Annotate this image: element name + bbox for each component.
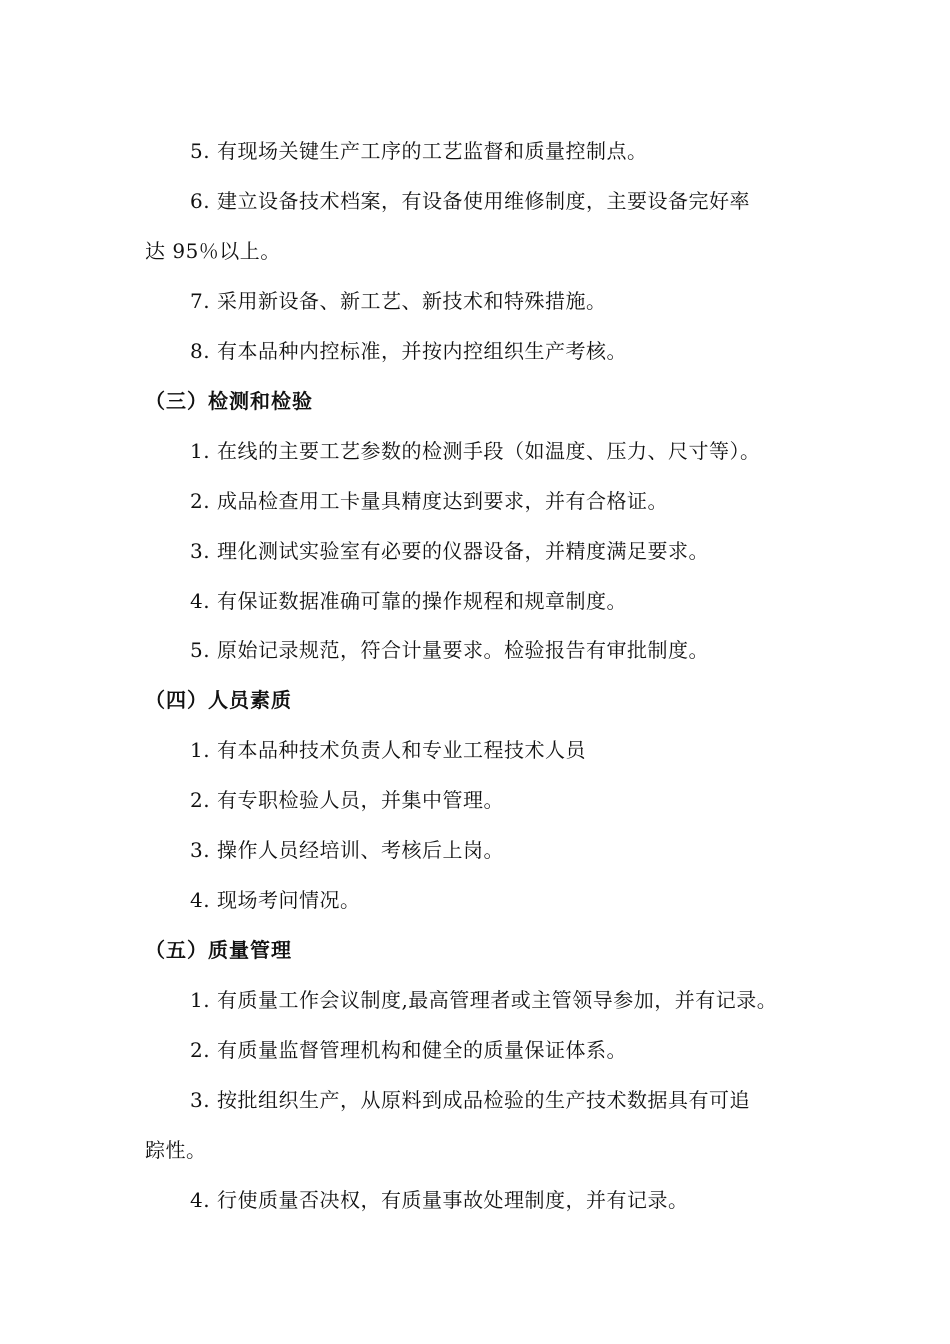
list-item: 8. 有本品种内控标准，并按内控组织生产考核。 — [190, 339, 627, 363]
list-item-continuation: 踪性。 — [145, 1138, 207, 1162]
list-item: 7. 采用新设备、新工艺、新技术和特殊措施。 — [190, 289, 607, 313]
list-item: 2. 有质量监督管理机构和健全的质量保证体系。 — [190, 1038, 627, 1062]
section-heading: （三）检测和检验 — [145, 389, 313, 413]
list-item: 3. 按批组织生产，从原料到成品检验的生产技术数据具有可追 — [190, 1088, 750, 1112]
list-item: 2. 有专职检验人员，并集中管理。 — [190, 788, 504, 812]
list-item: 5. 原始记录规范，符合计量要求。检验报告有审批制度。 — [190, 638, 709, 662]
list-item: 1. 在线的主要工艺参数的检测手段（如温度、压力、尺寸等）。 — [190, 439, 761, 463]
list-item: 3. 理化测试实验室有必要的仪器设备，并精度满足要求。 — [190, 539, 709, 563]
list-item: 4. 行使质量否决权，有质量事故处理制度，并有记录。 — [190, 1188, 689, 1212]
list-item: 4. 现场考问情况。 — [190, 888, 361, 912]
list-item-continuation: 达 95％以上。 — [145, 239, 281, 263]
section-heading: （四）人员素质 — [145, 688, 292, 712]
list-item: 1. 有本品种技术负责人和专业工程技术人员 — [190, 738, 586, 762]
list-item: 3. 操作人员经培训、考核后上岗。 — [190, 838, 504, 862]
list-item: 4. 有保证数据准确可靠的操作规程和规章制度。 — [190, 589, 627, 613]
list-item: 1. 有质量工作会议制度,最高管理者或主管领导参加，并有记录。 — [190, 988, 778, 1012]
list-item: 2. 成品检查用工卡量具精度达到要求，并有合格证。 — [190, 489, 668, 513]
section-heading: （五）质量管理 — [145, 938, 292, 962]
list-item: 6. 建立设备技术档案，有设备使用维修制度，主要设备完好率 — [190, 189, 750, 213]
list-item: 5. 有现场关键生产工序的工艺监督和质量控制点。 — [190, 139, 648, 163]
